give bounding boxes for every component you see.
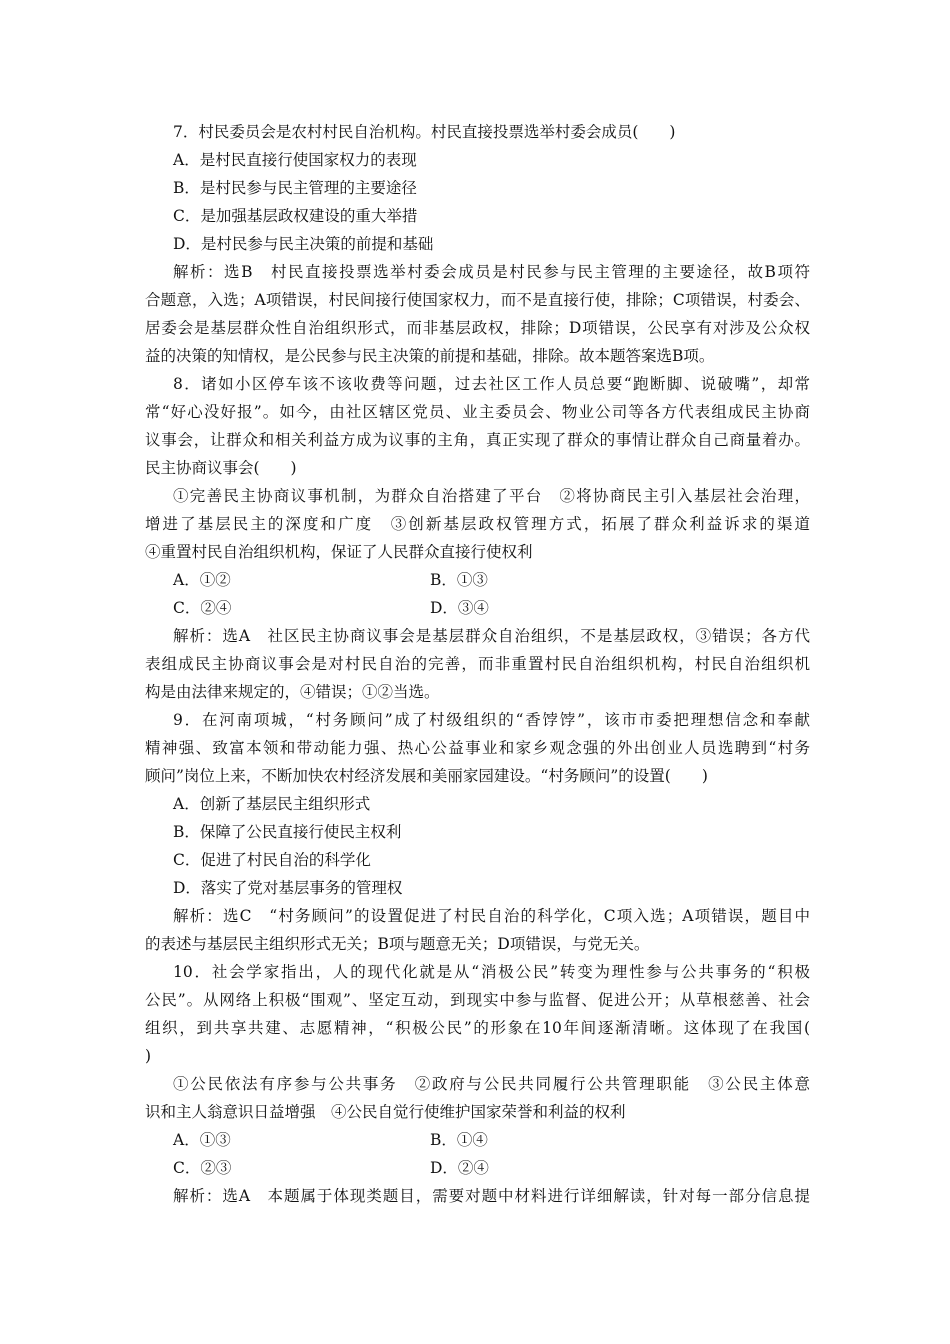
option-d: D．③④ [430, 599, 489, 617]
option-d: D．落实了党对基层事务的管理权 [173, 879, 403, 897]
question-stem: 精神强、致富本领和带动能力强、热心公益事业和家乡观念强的外出创业人员选聘到“村务 [145, 739, 810, 757]
question-9 [145, 706, 810, 958]
option-d: D．是村民参与民主决策的前提和基础 [173, 235, 434, 253]
option-a: A．①③ [173, 1131, 231, 1149]
question-stem: 组织，到共享共建、志愿精神，“积极公民”的形象在10年间逐渐清晰。这体现了在我国( [145, 1019, 810, 1037]
analysis-line: 益的决策的知情权，是公民参与民主决策的前提和基础，排除。故本题答案选B项。 [145, 347, 715, 365]
option-a: A．是村民直接行使国家权力的表现 [173, 151, 417, 169]
option-b: B．①③ [430, 571, 488, 589]
analysis-line: 解析：选A 社区民主协商议事会是基层群众自治组织，不是基层政权，③错误；各方代 [173, 627, 810, 645]
option-c: C．②③ [173, 1159, 232, 1177]
question-stem: 民主协商议事会( ) [145, 459, 297, 477]
option-a: A．创新了基层民主组织形式 [173, 795, 371, 813]
question-7 [145, 118, 810, 370]
statement-line: ①公民依法有序参与公共事务 ②政府与公民共同履行公共管理职能 ③公民主体意 [173, 1075, 810, 1093]
question-stem: 议事会，让群众和相关利益方成为议事的主角，真正实现了群众的事情让群众自己商量着办。 [145, 431, 810, 449]
option-c: C．是加强基层政权建设的重大举措 [173, 207, 418, 225]
question-stem: 常“好心没好报”。如今，由社区辖区党员、业主委员会、物业公司等各方代表组成民主协商 [145, 403, 810, 421]
analysis-line: 解析：选C “村务顾问”的设置促进了村民自治的科学化，C项入选；A项错误，题目中 [173, 907, 810, 925]
statement-line: ①完善民主协商议事机制，为群众自治搭建了平台 ②将协商民主引入基层社会治理， [173, 487, 810, 505]
option-b: B．是村民参与民主管理的主要途径 [173, 179, 417, 197]
options-row [145, 1126, 810, 1154]
question-stem: ) [145, 1047, 152, 1065]
analysis-line: 构是由法律来规定的，④错误；①②当选。 [145, 683, 440, 701]
analysis-line: 解析：选A 本题属于体现类题目，需要对题中材料进行详细解读，针对每一部分信息提 [173, 1187, 810, 1205]
option-a: A．①② [173, 571, 231, 589]
options-row [145, 594, 810, 622]
question-stem: 7．村民委员会是农村村民自治机构。村民直接投票选举村委会成员( ) [173, 123, 676, 141]
option-c: C．②④ [173, 599, 232, 617]
question-stem: 9．在河南项城，“村务顾问”成了村级组织的“香饽饽”，该市市委把理想信念和奉献 [173, 711, 810, 729]
question-stem: 8．诸如小区停车该不该收费等问题，过去社区工作人员总要“跑断脚、说破嘴”，却常 [173, 375, 810, 393]
analysis-line: 表组成民主协商议事会是对村民自治的完善，而非重置村民自治组织机构，村民自治组织机 [145, 655, 810, 673]
option-b: B．保障了公民直接行使民主权利 [173, 823, 402, 841]
option-b: B．①④ [430, 1131, 488, 1149]
statement-line: ④重置村民自治组织机构，保证了人民群众直接行使权利 [145, 543, 533, 561]
analysis-line: 居委会是基层群众性自治组织形式，而非基层政权，排除；D项错误，公民享有对涉及公众权 [145, 319, 810, 337]
question-stem: 顾问”岗位上来，不断加快农村经济发展和美丽家园建设。“村务顾问”的设置( ) [145, 767, 708, 785]
analysis-line: 的表述与基层民主组织形式无关；B项与题意无关；D项错误，与党无关。 [145, 935, 650, 953]
option-d: D．②④ [430, 1159, 489, 1177]
options-row [145, 1154, 810, 1182]
statement-line: 增进了基层民主的深度和广度 ③创新基层政权管理方式，拓展了群众利益诉求的渠道 [145, 515, 810, 533]
question-stem: 10．社会学家指出，人的现代化就是从“消极公民”转变为理性参与公共事务的“积极 [173, 963, 810, 981]
analysis-line: 合题意，入选；A项错误，村民间接行使国家权力，而不是直接行使，排除；C项错误，村委会、 [145, 291, 810, 309]
document-page [145, 118, 810, 1210]
question-10 [145, 958, 810, 1210]
option-c: C．促进了村民自治的科学化 [173, 851, 371, 869]
statement-line: 识和主人翁意识日益增强 ④公民自觉行使维护国家荣誉和利益的权利 [145, 1103, 626, 1121]
options-row [145, 566, 810, 594]
question-stem: 公民”。从网络上积极“围观”、坚定互动，到现实中参与监督、促进公开；从草根慈善、社会 [145, 991, 810, 1009]
question-8 [145, 370, 810, 706]
analysis-line: 解析：选B 村民直接投票选举村委会成员是村民参与民主管理的主要途径，故B项符 [173, 263, 810, 281]
